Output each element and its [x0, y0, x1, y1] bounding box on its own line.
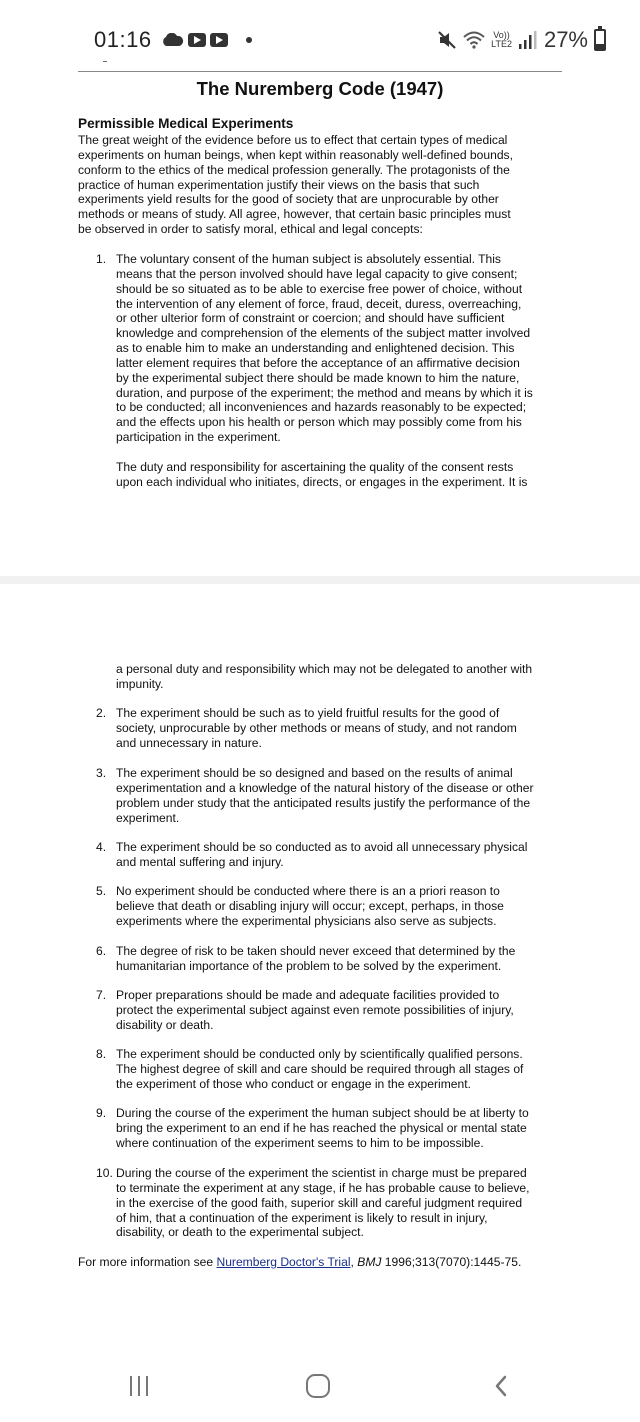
citation-text: 1996;313(7070):1445-75.	[381, 1255, 522, 1269]
principle-number: 6.	[96, 944, 107, 958]
text-line: Proper preparations should be made and adequate facilities provided to	[116, 988, 500, 1002]
text-line: The duty and responsibility for ascertaining the quality of the consent rests	[116, 460, 514, 474]
text-line: The experiment should be so conducted as to avoid all unnecessary physical	[116, 840, 528, 854]
text-line: where continuation of the experiment seems to him to be impossible.	[116, 1135, 484, 1150]
text-line: knowledge and comprehension of the elements of the subject matter involved	[116, 326, 531, 341]
text-line: believe that death or disabling injury will occur; except, perhaps, in those	[116, 898, 504, 913]
principle-text	[96, 1166, 566, 1240]
more-info-separator: ,	[350, 1255, 358, 1269]
text-line: methods or means of study. All agree, however, that certain basic principles must	[78, 207, 511, 222]
principle-text	[96, 1106, 566, 1151]
principle-6	[96, 944, 566, 974]
text-line: The voluntary consent of the human subject is absolutely essential. This	[116, 252, 501, 266]
text-line: experimentation and a knowledge of the natural history of the disease or other	[116, 780, 534, 795]
principle-text	[96, 1047, 566, 1092]
text-line: latter element requires that before the acceptance of an affirmative decision	[116, 355, 520, 370]
text-line: During the course of the experiment the human subject should be at liberty to	[116, 1106, 529, 1120]
tick-mark	[103, 61, 107, 62]
text-line: experiments where the experimental physicians also serve as subjects.	[116, 913, 497, 928]
status-time: 01:16	[94, 27, 152, 52]
back-button[interactable]	[490, 1374, 514, 1398]
text-line: disability, or death to the experimental subject.	[116, 1225, 364, 1240]
text-line: The degree of risk to be taken should never exceed that determined by the	[116, 944, 516, 958]
volte-top-label: Vo))	[493, 30, 510, 40]
text-line: to terminate the experiment at any stage, if he has probable cause to believe,	[116, 1180, 530, 1195]
intro-paragraph	[78, 133, 566, 237]
text-line: experiments yield results for the good of society that are unprocurable by other	[78, 192, 499, 207]
recents-icon-bar	[130, 1376, 132, 1396]
text-line: The experiment should be such as to yield fruitful results for the good of	[116, 706, 500, 720]
principle-text	[96, 766, 566, 825]
text-line: duration, and purpose of the experiment; the method and means by which it is	[116, 385, 533, 400]
principle-number: 3.	[96, 766, 107, 780]
text-line: The experiment should be conducted only by scientifically qualified persons.	[116, 1047, 523, 1061]
volte-bottom-label: LTE2	[491, 39, 512, 49]
text-line: disability or death.	[116, 1017, 214, 1032]
mute-icon	[437, 30, 457, 50]
text-line: society, unprocurable by other methods or means of study, and not random	[116, 720, 517, 735]
principle-text	[96, 252, 566, 445]
text-line: and the effects upon his health or person which may possibly come from his	[116, 415, 522, 430]
principle-text	[96, 884, 566, 929]
principle-3	[96, 766, 566, 825]
text-line: of him, that a continuation of the experiment is likely to result in injury,	[116, 1210, 488, 1225]
text-line: the intervention of any element of force, fraud, deceit, duress, overreaching,	[116, 296, 522, 311]
principle-text	[96, 706, 566, 751]
text-line: upon each individual who initiates, directs, or engages in the experiment. It is	[116, 474, 528, 489]
principle-7	[96, 988, 566, 1033]
text-line: participation in the experiment.	[116, 430, 281, 445]
principle-number: 10.	[96, 1166, 113, 1180]
principle-10	[96, 1166, 566, 1240]
duty-paragraph-page1	[116, 460, 566, 490]
principle-number: 4.	[96, 840, 107, 854]
principle-text	[96, 944, 566, 974]
text-line: in the exercise of the good faith, superior skill and careful judgment required	[116, 1195, 523, 1210]
battery-icon	[594, 29, 606, 51]
text-line: experiments on human beings, when kept within reasonably well-defined bounds,	[78, 147, 513, 162]
text-line: impunity.	[116, 676, 164, 691]
text-line: The great weight of the evidence before us to effect that certain types of medical	[78, 133, 508, 147]
text-line: and unnecessary in nature.	[116, 735, 262, 750]
journal-name: BMJ	[357, 1255, 382, 1269]
text-line: be observed in order to satisfy moral, ethical and legal concepts:	[78, 222, 423, 237]
nuremberg-trial-link[interactable]: Nuremberg Doctor's Trial	[216, 1255, 351, 1269]
signal-icon	[518, 30, 538, 50]
recents-icon-bar	[146, 1376, 148, 1396]
recents-button[interactable]	[128, 1376, 150, 1396]
wifi-icon	[463, 31, 485, 49]
principle-number: 7.	[96, 988, 107, 1002]
principle-8	[96, 1047, 566, 1092]
page-separator	[0, 576, 640, 584]
text-line: and mental suffering and injury.	[116, 854, 284, 869]
navigation-bar	[0, 1352, 640, 1422]
volte-indicator	[491, 31, 512, 49]
text-line: should be so situated as to be able to exercise free power of choice, without	[116, 281, 523, 296]
principle-number: 5.	[96, 884, 107, 898]
principle-1	[96, 252, 566, 445]
text-line: The highest degree of skill and care should be required through all stages of	[116, 1061, 524, 1076]
principle-number: 1.	[96, 252, 107, 266]
more-info-line	[78, 1255, 521, 1270]
duty-paragraph-page2	[116, 662, 566, 692]
home-button[interactable]	[306, 1374, 330, 1398]
principle-2	[96, 706, 566, 751]
text-line: conform to the ethics of the medical profession generally. The protagonists of the	[78, 162, 510, 177]
text-line: by the experimental subject there should be made known to him the nature,	[116, 370, 520, 385]
text-line: to be conducted; all inconveniences and hazards reasonably to be expected;	[116, 400, 527, 415]
text-line: During the course of the experiment the scientist in charge must be prepared	[116, 1166, 527, 1180]
text-line: problem under study that the anticipated results justify the performance of the	[116, 795, 531, 810]
text-line: experiment.	[116, 810, 180, 825]
video-app-icon-2	[210, 33, 228, 47]
principle-5	[96, 884, 566, 929]
video-app-icon	[188, 33, 206, 47]
principle-text	[96, 988, 566, 1033]
text-line: bring the experiment to an end if he has reached the physical or mental state	[116, 1120, 527, 1135]
more-notifications-icon	[246, 37, 252, 43]
text-line: as to enable him to make an understanding and enlightened decision. This	[116, 341, 515, 356]
header-rule	[78, 71, 562, 72]
text-line: the experiment of those who conduct or engage in the experiment.	[116, 1076, 471, 1091]
notification-icons	[160, 30, 252, 50]
document-title: The Nuremberg Code (1947)	[196, 78, 444, 99]
battery-percentage: 27%	[543, 27, 588, 52]
status-bar	[0, 0, 640, 74]
text-line: The experiment should be so designed and based on the results of animal	[116, 766, 513, 780]
principle-number: 2.	[96, 706, 107, 720]
principle-number: 9.	[96, 1106, 107, 1120]
principle-4	[96, 840, 566, 870]
more-info-prefix: For more information see	[78, 1255, 217, 1269]
principle-text	[96, 840, 566, 870]
section-heading: Permissible Medical Experiments	[78, 116, 294, 131]
text-line: or other ulterior form of constraint or coercion; and should have sufficient	[116, 311, 505, 326]
text-line: humanitarian importance of the problem to be solved by the experiment.	[116, 958, 502, 973]
principle-number: 8.	[96, 1047, 107, 1061]
text-line: No experiment should be conducted where there is an a priori reason to	[116, 884, 500, 898]
system-icons	[437, 26, 606, 54]
recents-icon-bar	[138, 1376, 140, 1396]
text-line: practice of human experimentation justify their views on the basis that such	[78, 177, 480, 192]
text-line: means that the person involved should have legal capacity to give consent;	[116, 266, 518, 281]
cloud-icon	[160, 33, 184, 47]
text-line: protect the experimental subject against even remote possibilities of injury,	[116, 1002, 514, 1017]
principle-9	[96, 1106, 566, 1151]
text-line: a personal duty and responsibility which may not be delegated to another with	[116, 662, 533, 676]
